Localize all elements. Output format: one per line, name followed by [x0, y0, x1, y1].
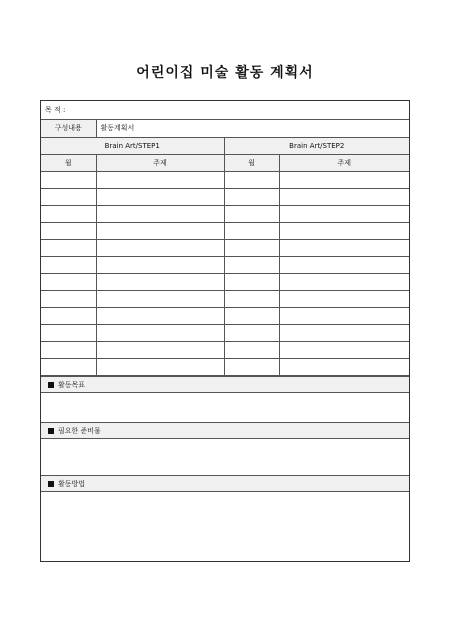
theme-cell[interactable] [96, 307, 224, 324]
month-cell[interactable] [224, 273, 279, 290]
table-row [41, 239, 409, 256]
theme-cell[interactable] [96, 290, 224, 307]
month-cell[interactable] [41, 273, 96, 290]
table-row [41, 273, 409, 290]
month-cell[interactable] [224, 341, 279, 358]
square-bullet-icon [48, 481, 54, 487]
table-row [41, 341, 409, 358]
theme-cell[interactable] [279, 256, 409, 273]
month-cell[interactable] [41, 171, 96, 188]
month-cell[interactable] [224, 358, 279, 375]
plan-form [40, 100, 410, 562]
plan-table [41, 101, 409, 376]
table-row [41, 222, 409, 239]
table-row [41, 256, 409, 273]
step2-header: Brain Art/STEP2 [224, 137, 409, 154]
theme-cell[interactable] [279, 358, 409, 375]
section-materials-body[interactable] [41, 439, 409, 475]
theme-cell[interactable] [279, 341, 409, 358]
month-cell[interactable] [41, 222, 96, 239]
month-cell[interactable] [224, 239, 279, 256]
table-row [41, 171, 409, 188]
document-title: 어린이집 미술 활동 계획서 [136, 65, 314, 81]
month-cell[interactable] [41, 341, 96, 358]
month-header: 월 [224, 154, 279, 171]
table-row [41, 188, 409, 205]
theme-cell[interactable] [96, 358, 224, 375]
month-cell[interactable] [41, 307, 96, 324]
theme-cell[interactable] [96, 273, 224, 290]
table-row [41, 358, 409, 375]
month-cell[interactable] [41, 290, 96, 307]
theme-cell[interactable] [96, 341, 224, 358]
composition-label: 구성내용 [41, 119, 96, 137]
theme-header: 주제 [96, 154, 224, 171]
theme-cell[interactable] [96, 222, 224, 239]
theme-cell[interactable] [96, 171, 224, 188]
theme-cell[interactable] [279, 324, 409, 341]
theme-cell[interactable] [96, 188, 224, 205]
theme-cell[interactable] [279, 307, 409, 324]
month-header: 월 [41, 154, 96, 171]
theme-cell[interactable] [279, 171, 409, 188]
month-cell[interactable] [224, 324, 279, 341]
section-method-header: 활동방법 [41, 475, 409, 492]
square-bullet-icon [48, 428, 54, 434]
theme-cell[interactable] [279, 205, 409, 222]
table-row [41, 290, 409, 307]
square-bullet-icon [48, 382, 54, 388]
table-row [41, 307, 409, 324]
section-goal-body[interactable] [41, 393, 409, 422]
purpose-label: 목 적 : [45, 105, 66, 114]
month-cell[interactable] [224, 171, 279, 188]
month-cell[interactable] [41, 205, 96, 222]
month-cell[interactable] [224, 222, 279, 239]
table-row [41, 324, 409, 341]
month-cell[interactable] [224, 307, 279, 324]
purpose-row[interactable] [41, 101, 409, 119]
theme-cell[interactable] [279, 273, 409, 290]
month-cell[interactable] [41, 239, 96, 256]
theme-cell[interactable] [279, 222, 409, 239]
theme-cell[interactable] [96, 256, 224, 273]
month-cell[interactable] [41, 324, 96, 341]
month-cell[interactable] [224, 290, 279, 307]
table-row [41, 205, 409, 222]
section-method-body[interactable] [41, 492, 409, 556]
theme-cell[interactable] [96, 205, 224, 222]
theme-cell[interactable] [96, 324, 224, 341]
month-cell[interactable] [41, 188, 96, 205]
theme-cell[interactable] [279, 290, 409, 307]
month-cell[interactable] [224, 205, 279, 222]
composition-value: 활동계획서 [96, 119, 409, 137]
theme-cell[interactable] [279, 188, 409, 205]
month-cell[interactable] [41, 358, 96, 375]
month-cell[interactable] [41, 256, 96, 273]
theme-cell[interactable] [96, 239, 224, 256]
theme-cell[interactable] [279, 239, 409, 256]
theme-header: 주제 [279, 154, 409, 171]
section-goal-header: 활동목표 [41, 376, 409, 393]
month-cell[interactable] [224, 188, 279, 205]
step1-header: Brain Art/STEP1 [41, 137, 224, 154]
schedule-rows [41, 171, 409, 375]
section-materials-header: 필요한 준비물 [41, 422, 409, 439]
month-cell[interactable] [224, 256, 279, 273]
